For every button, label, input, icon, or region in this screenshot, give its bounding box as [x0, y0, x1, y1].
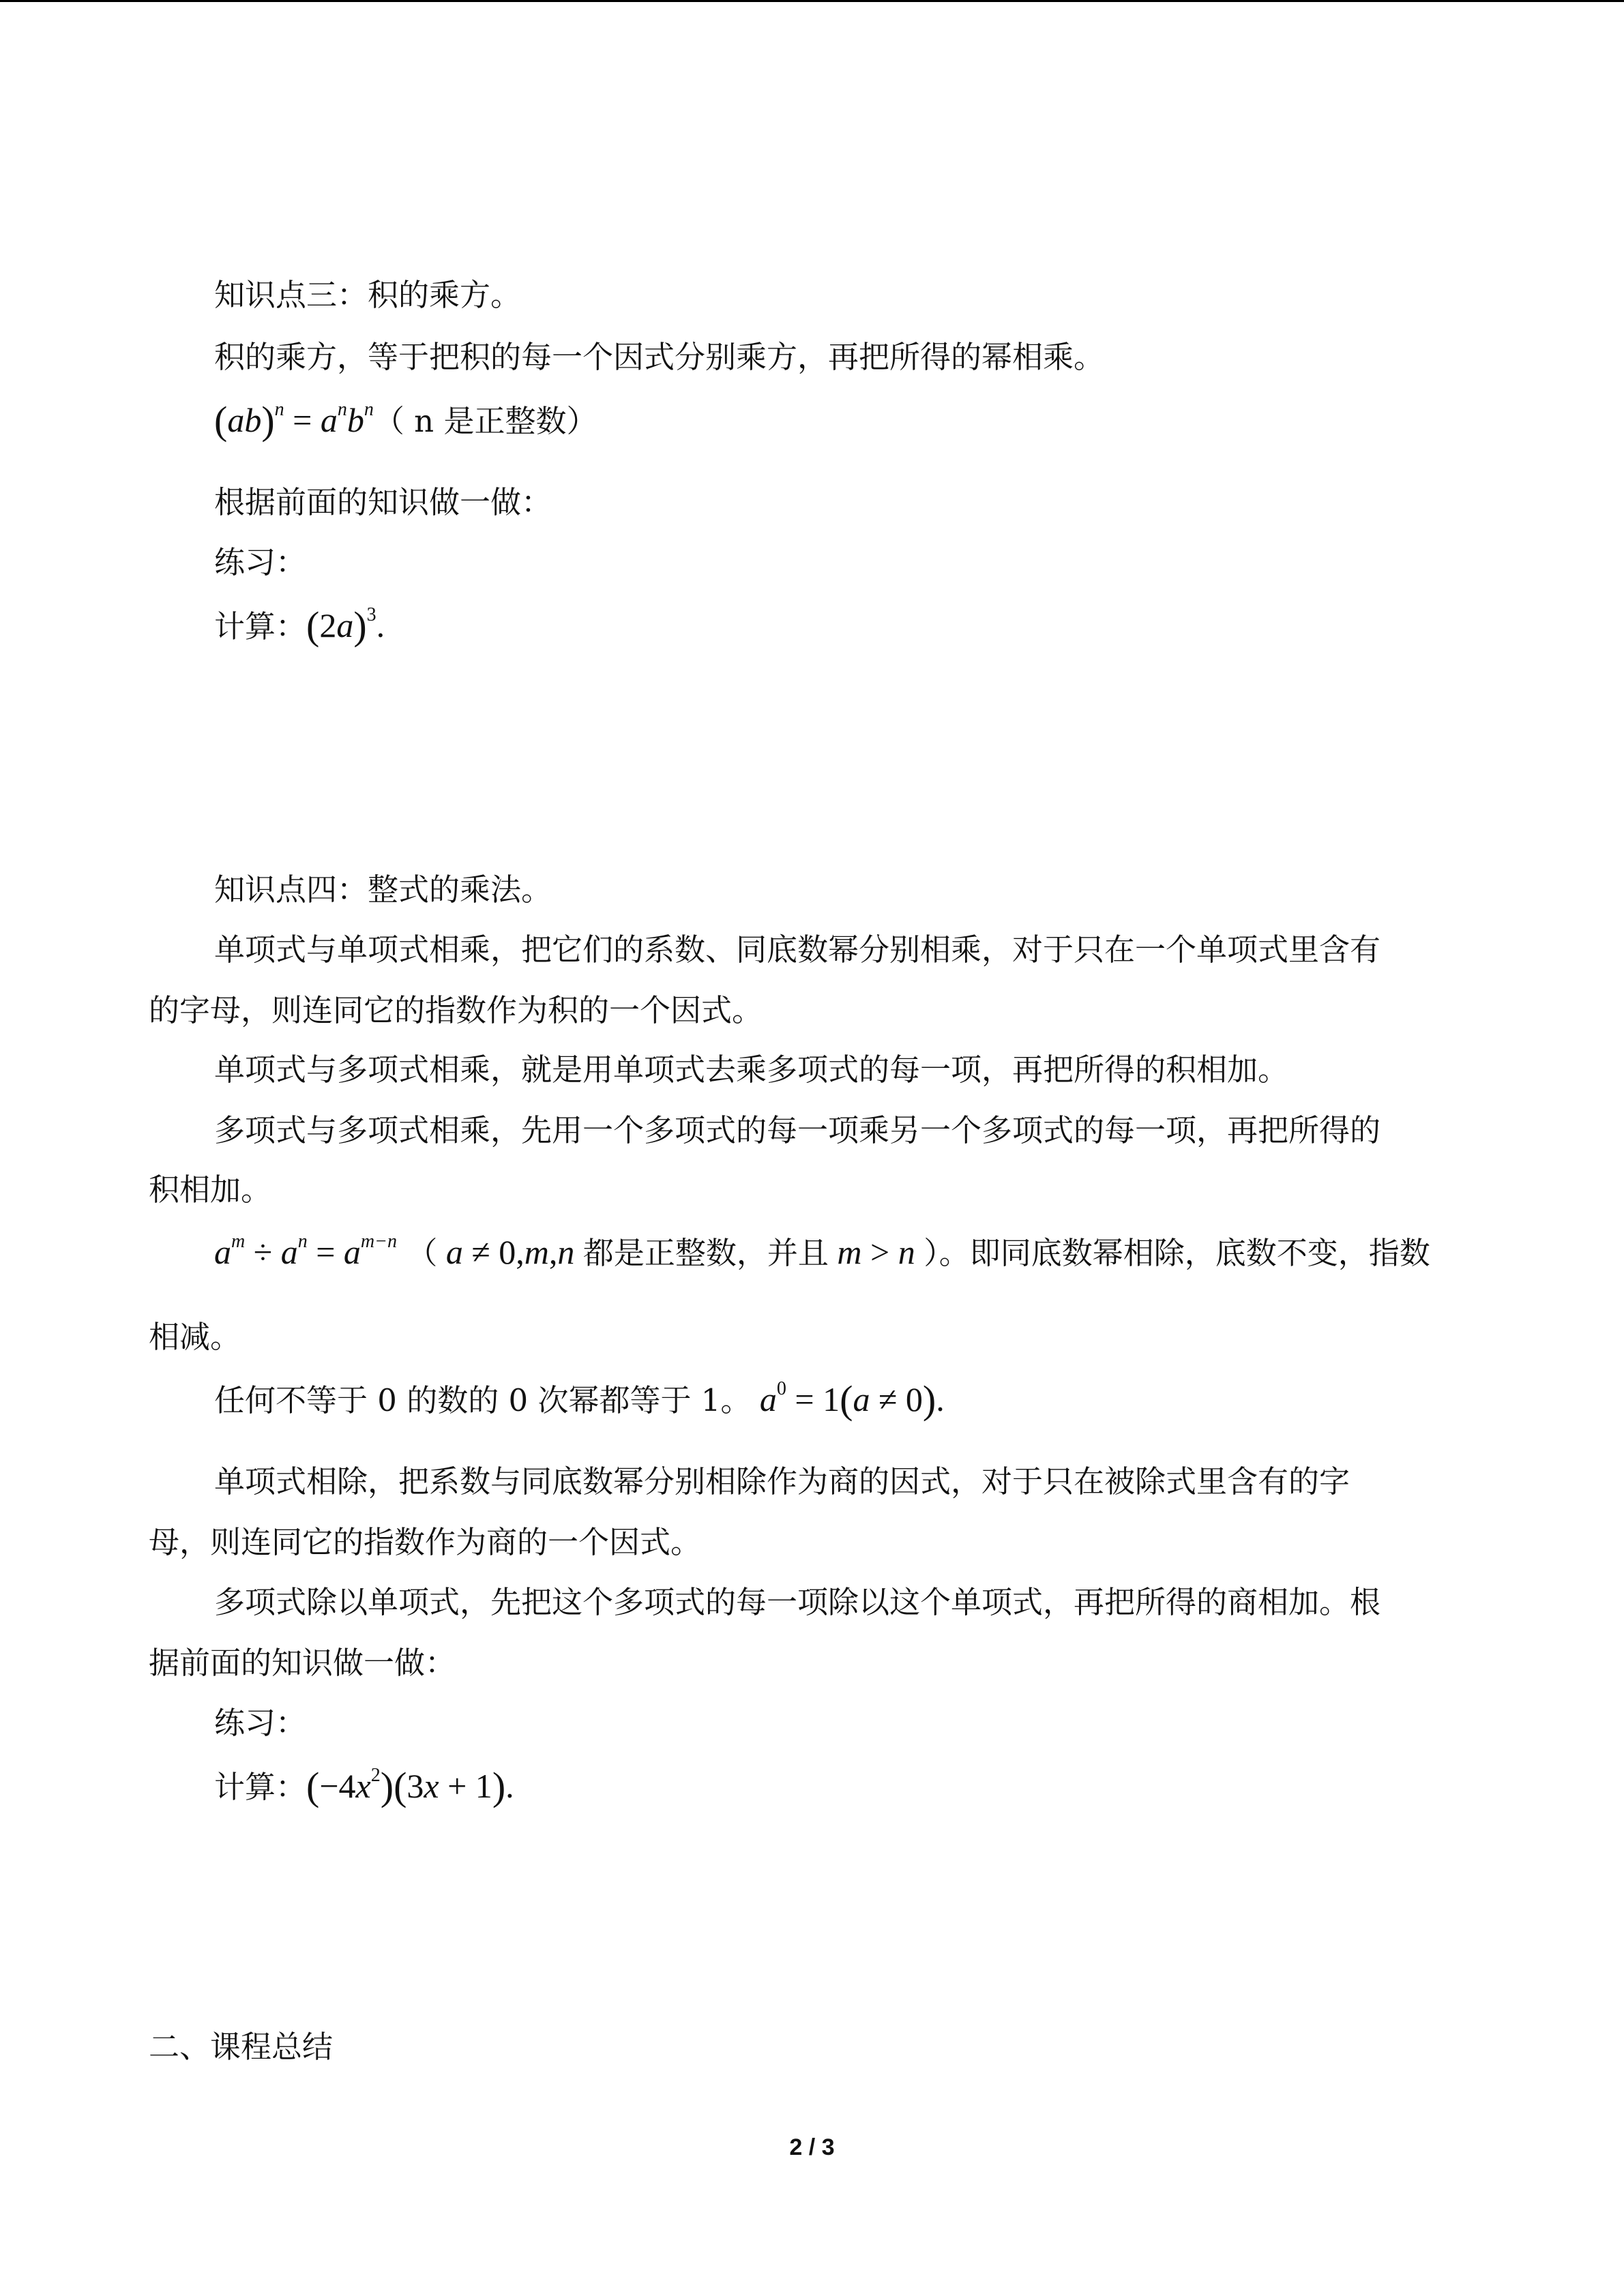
- kp3-formula-note: （ n 是正整数）: [373, 403, 597, 439]
- kp4-mono-div-2: 母，则连同它的指数作为商的一个因式。: [149, 1524, 702, 1560]
- kp4-mono-div-1: 单项式相除，把系数与同底数幂分别相除作为商的因式，对于只在被除式里含有的字: [214, 1463, 1350, 1500]
- zero-power-formula: $a^0 = 1(a \ne 0)$.: [751, 1377, 945, 1422]
- kp3-practice-label: 练习：: [214, 544, 307, 580]
- top-border: [0, 0, 1624, 2]
- division-note-3: ）。即同底数幂相除，底数不变，指数: [924, 1235, 1430, 1271]
- kp3-calc: [214, 603, 385, 647]
- division-formula: $a^m \div a^n = a^{m-n}$: [214, 1231, 398, 1271]
- kp3-practice-intro: 根据前面的知识做一做：: [214, 484, 552, 520]
- kp4-poly-poly-2: 积相加。: [149, 1172, 272, 1208]
- product-power-formula: $(ab)^n = a^nb^n$: [214, 398, 374, 443]
- kp4-poly-poly-1: 多项式与多项式相乘，先用一个多项式的每一项乘另一个多项式的每一项，再把所得的: [214, 1112, 1381, 1148]
- kp4-heading: 知识点四：整式的乘法。: [214, 871, 552, 908]
- division-condition: a ≠ 0,m,n: [437, 1233, 583, 1271]
- kp4-mono-mono-1: 单项式与单项式相乘，把它们的系数、同底数幂分别相乘，对于只在一个单项式里含有: [214, 931, 1381, 968]
- kp4-calc-prefix: 计算：: [214, 1769, 307, 1805]
- kp3-heading: 知识点三：积的乘方。: [214, 277, 522, 313]
- division-note-2: 都是正整数，并且: [582, 1235, 829, 1271]
- page-number: 2 / 3: [789, 2134, 835, 2160]
- zero-power-text: 任何不等于 0 的数的 0 次幂都等于 1。: [214, 1382, 752, 1418]
- kp4-division-cont: 相减。: [149, 1319, 241, 1355]
- kp4-calc: [214, 1764, 514, 1808]
- division-note-1: （: [407, 1235, 438, 1271]
- kp4-poly-div-2: 据前面的知识做一做：: [149, 1645, 456, 1681]
- kp4-mono-poly: 单项式与多项式相乘，就是用单项式去乘多项式的每一项，再把所得的积相加。: [214, 1052, 1289, 1088]
- division-inequality: m > n: [828, 1233, 924, 1271]
- kp4-division-rule: [214, 1232, 1430, 1274]
- kp3-rule: 积的乘方，等于把积的每一个因式分别乘方，再把所得的幂相乘。: [214, 339, 1105, 375]
- kp3-calc-prefix: 计算：: [214, 608, 307, 644]
- kp4-practice-label: 练习：: [214, 1705, 307, 1741]
- kp4-zero-power: [214, 1377, 945, 1421]
- summary-heading: 二、课程总结: [149, 2029, 334, 2065]
- kp3-calc-expression: $(2a)^3$.: [306, 603, 385, 648]
- kp3-formula: [214, 398, 597, 442]
- kp4-calc-expression: $(-4x^2)(3x + 1)$.: [306, 1764, 514, 1808]
- kp4-mono-mono-2: 的字母，则连同它的指数作为积的一个因式。: [149, 992, 763, 1028]
- kp4-poly-div-1: 多项式除以单项式，先把这个多项式的每一项除以这个单项式，再把所得的商相加。根: [214, 1584, 1381, 1620]
